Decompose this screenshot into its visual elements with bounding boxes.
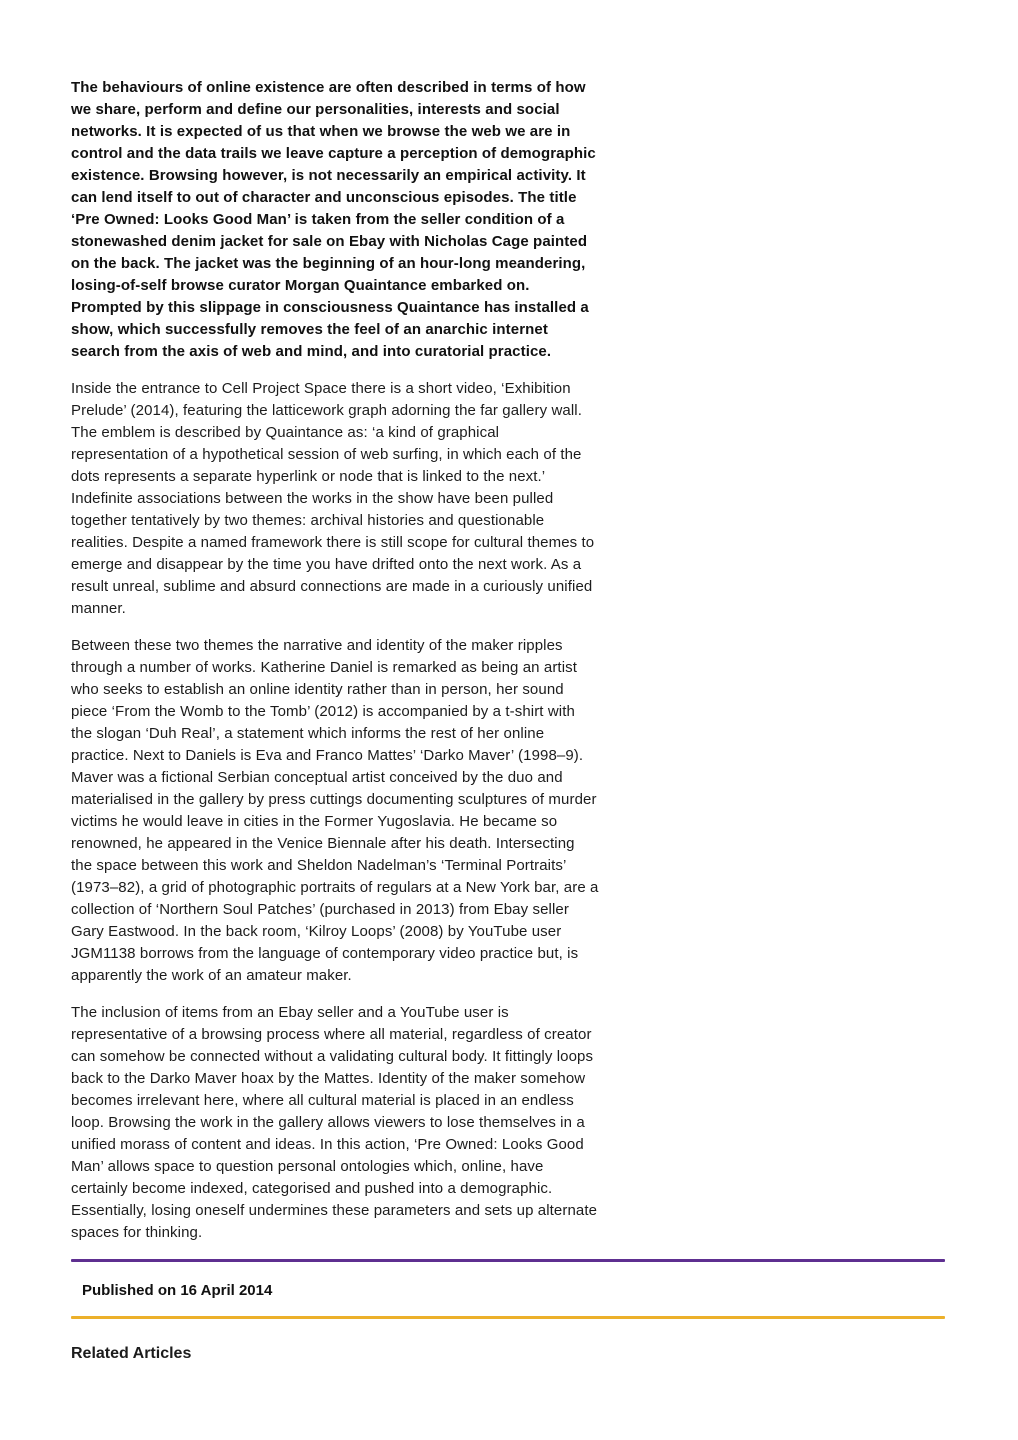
published-date: Published on 16 April 2014 bbox=[82, 1282, 273, 1299]
divider-bottom-orange bbox=[71, 1316, 945, 1319]
published-section bbox=[71, 1259, 945, 1319]
related-articles-heading: Related Articles bbox=[71, 1345, 192, 1362]
article-paragraph: Between these two themes the narrative and identity of the maker ripples through a number of works. Katherine Daniel is remarked as being an artist who seeks to establish an online identity rather than in person, her sound piece ‘From the Womb to the Tomb’ (2012) is accompanied by a t-shirt with the slogan ‘Duh Real’, a statement which informs the rest of her online practice. Next to Daniels is Eva and Franco Mattes’ ‘Darko Maver’ (1998–9). Maver was a fictional Serbian conceptual artist conceived by the duo and materialised in the gallery by press cuttings documenting sculptures of murder victims he would leave in cities in the Former Yugoslavia. He became so renowned, he appeared in the Venice Biennale after his death. Intersecting the space between this work and Sheldon Nadelman’s ‘Terminal Portraits’ (1973–82), a grid of photographic portraits of regulars at a New York bar, are a collection of ‘Northern Soul Patches’ (purchased in 2013) from Ebay seller Gary Eastwood. In the back room, ‘Kilroy Loops’ (2008) by YouTube user JGM1138 borrows from the language of contemporary video practice but, is apparently the work of an amateur maker. bbox=[71, 637, 599, 984]
article-body bbox=[71, 77, 599, 1244]
article-paragraph: The inclusion of items from an Ebay seller and a YouTube user is representative of a browsing process where all material, regardless of creator can somehow be connected without a validating cultural body. It fittingly loops back to the Darko Maver hoax by the Mattes. Identity of the maker somehow becomes irrelevant here, where all cultural material is placed in an endless loop. Browsing the work in the gallery allows viewers to lose themselves in a unified morass of content and ideas. In this action, ‘Pre Owned: Looks Good Man’ allows space to question personal ontologies which, online, have certainly become indexed, categorised and pushed into a demographic. Essentially, losing oneself undermines these parameters and sets up alternate spaces for thinking. bbox=[71, 1004, 598, 1241]
article-paragraph: Inside the entrance to Cell Project Space there is a short video, ‘Exhibition Prelude’ (2014), featuring the latticework graph adorning the far gallery wall. The emblem is described by Quaintance as: ‘a kind of graphical representation of a hypothetical session of web surfing, in which each of the dots represents a separate hyperlink or node that is linked to the next.’ Indefinite associations between the works in the show have been pulled together tentatively by two themes: archival histories and questionable realities. Despite a named framework there is still scope for cultural themes to emerge and disappear by the time you have drifted onto the next work. As a result unreal, sublime and absurd connections are made in a curiously unified manner. bbox=[71, 380, 595, 617]
lead-paragraph: The behaviours of online existence are often described in terms of how we share, perform and define our personalities, interests and social networks. It is expected of us that when we browse the web we are in control and the data trails we leave capture a perception of demographic existence. Browsing however, is not necessarily an empirical activity. It can lend itself to out of character and unconscious episodes. The title ‘Pre Owned: Looks Good Man’ is taken from the seller condition of a stonewashed denim jacket for sale on Ebay with Nicholas Cage painted on the back. The jacket was the beginning of an hour-long meandering, losing-of-self browse curator Morgan Quaintance embarked on. Prompted by this slippage in consciousness Quaintance has installed a show, which successfully removes the feel of an anarchic internet search from the axis of web and mind, and into curatorial practice. bbox=[71, 79, 596, 360]
